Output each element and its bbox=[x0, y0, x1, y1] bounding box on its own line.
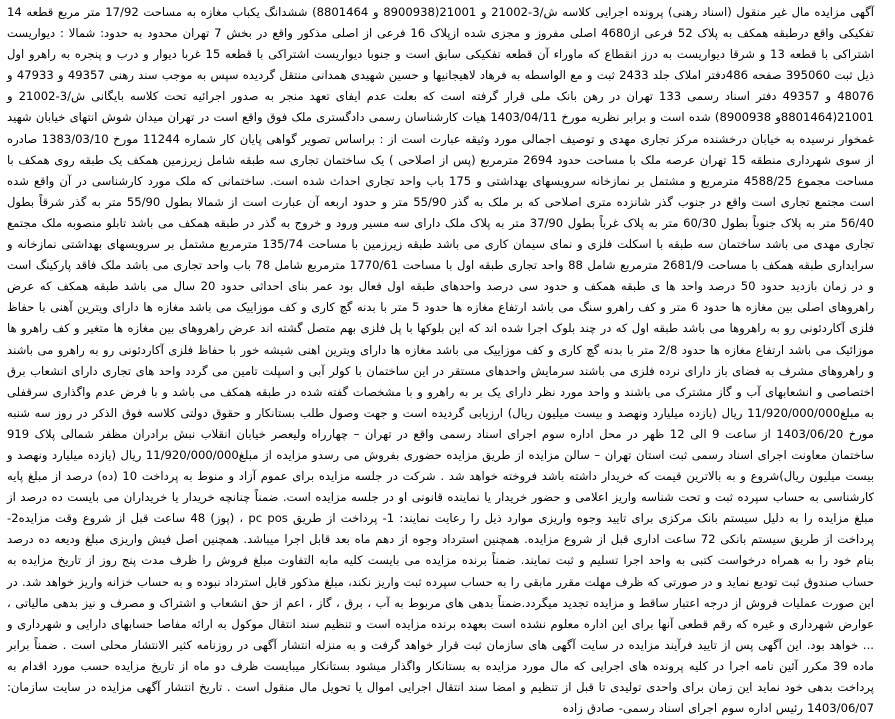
auction-notice-body: آگهی مزایده مال غیر منقول (اسناد رهنی) پرونده اجرایی کلاسه ش/3-21002 و 21001(8900938 و 8801464) ششدانگ یکباب مغازه به مساحت 17/92 متر مربع قطعه 14 تفکیکی واقع درطبقه همکف به پلاک 52 فرعی از4680 اصلی مفروز و مجزی شده ازپلاک 16 فرعی از اصلی مذکور واقع در بخش 7 تهران محدود به حدود: شمالا : دیواریست اشتراکی با قطعه 13 و شرقا دیواریست به درز انقطاع که ماوراء آن قطعه تفکیکی سابق است و جنوبا دیواریست اشتراکی با قطعه 15 غربا دیوار و درب و پنجره به راهرو اول ذیل ثبت 395060 صفحه 486دفتر املاک جلد 2433 ثبت و مع الواسطه به فرهاد لاهیجانیها و حسین شهیدی همدانی منتقل گردیده سپس به موجب سند رهنی 49357 و 47933 و 48076 و 49357 دفتر اسناد رسمی 133 تهران در رهن بانک ملی قرار گرفته است که بعلت عدم ایفای تعهد منجر به صدور اجرائیه تحت کلاسه بایگانی ش/3-21002 و 21001(8801464و 8900938) شده است و برابر نظریه مورخ 1403/04/11 هیات کارشناسان رسمی دادگستری ملک فوق واقع است در تهران میدان شوش انتهای خیابان شهید غمخوار نرسیده به خیابان درخشنده مرکز تجاری مهدی و توصیف اجمالی مورد وثیقه عبارت است از : براساس تصویر گواهی پایان کار شماره 11244 مورخ 1383/03/10 صادره از سوی شهرداری منطقه 15 تهران عرصه ملک با مساحت حدود 2694 مترمربع (پس از اصلاحی ) یک ساختمان تجاری سه طبقه شامل زیرزمین همکف یک طبقه روی همکف با مساحت مجموع 4588/25 مترمربع و مشتمل بر نمازخانه سرویسهای بهداشتی و 175 باب واحد تجاری احداث شده است. ساختمانی که ملک مورد کارشناسی در آن واقع شده است مجتمع تجاری است واقع در جنوب گذر شانزده متری اصلاحی که بر ملک به گذر 55/90 متر و حدود اربعه آن عبارت است از شمالا بطول 55/90 متر به گذر شرقاً بطول 56/40 متر به پلاک جنوباً بطول 60/30 متر به پلاک غرباً بطول 37/90 متر به پلاک ملک دارای سه مسیر ورود و خروج به گذر در طبقه همکف می باشد تابلو منصوبه ملک مجتمع تجاری مهدی می باشد ساختمان سه طبقه با اسکلت فلزی و نمای سیمان کاری می باشد طبقه زیرزمین با مساحت 135/74 مترمربع مشتمل بر سرویسهای بهداشتی نمازخانه و سرایداری طبقه همکف با مساحت 2681/9 مترمربع شامل 88 واحد تجاری طبقه اول با مساحت 1770/61 مترمربع شامل 78 باب واحد تجاری می باشد ملک فاقد پارکینگ است و در زمان بازدید حدود 50 درصد واحد ها ی طبقه همکف و حدود سی درصد واحدهای طبقه اول فعال بود عمر بنای احداثی حدود 20 سال می باشد طبقه همکف که عرض راهروهای اصلی بین مغازه ها حدود 6 متر و کف راهرو سنگ می باشد ارتفاع مغازه ها حدود 5 متر با بدنه گچ کاری و کف موزاییک می باشد مغازه ها دارای ویترین آهنی با حفاظ فلزی آکاردئونی رو به راهروها می باشد طبقه اول که در چند بلوک اجرا شده اند که این بلوکها با پل فلزی بهم متصل گشته اند عرض راهروهای بین مغازه ها متغیر و کف راهرو ها موزائیک می باشد ارتفاع مغازه ها حدود 2/8 متر با بدنه گچ کاری و کف موزاییک می باشد مغازه ها دارای ویترین اهنی شیشه خور با حفاظ فلزی آکاردئونی رو به راهرو می باشند و راهروهای مشرف به فضای باز دارای نرده فلزی می باشند سرمایش واحدهای مستقر در این ساختمان با کولر آبی و اسپلت تامین می گردد واحد های تجاری دارای انشعاب برق اختصاصی و انشعابهای آب و گاز مشترک می باشند و واحد مورد نظر دارای یک بر به راهرو و با مشخصات گفته شده در طبقه همکف می باشد و با فرض عدم واگذاری سرقفلی به مبلغ11/920/000/000 ریال (یازده میلیارد ونهصد و بیست میلیون ریال) ارزیابی گردیده است و جهت وصول طلب بستانکار و حقوق دولتی کلاسه فوق الذکر در روز سه شنبه مورخ 1403/06/20 از ساعت 9 الی 12 ظهر در محل اداره سوم اجرای اسناد رسمی واقع در تهران – چهارراه ولیعصر خیابان انقلاب نبش برادران مظفر شمالی پلاک 919 ساختمان معاونت اجرای اسناد رسمی ثبت استان تهران – سالن مزایده از طریق مزایده حضوری بفروش می رسدو مزایده از مبلغ11/920/000/000 ریال (یازده میلیارد ونهصد و بیست میلیون ریال)شروع و به بالاترین قیمت که خریدار داشته باشد فروخته خواهد شد . شرکت در جلسه مزایده برای عموم آزاد و منوط به پرداخت 10 (ده) درصد از مبلغ پایه کارشناسی به حساب سپرده ثبت و تحت شناسه واریز اعلامی و حضور خریدار یا نماینده قانونی او در جلسه مزایده است. ضمناً چنانچه خریدار یا خریداران می بایست ده درصد از مبلغ مزایده را به دلیل سیستم بانک مرکزی برای تایید وجوه واریزی موارد ذیل را رعایت نمایند: 1- پرداخت از طریق pc pos ، (پوز) 48 ساعت قبل از شروع وقت مزایده2- پرداخت از طریق سیستم بانکی 72 ساعت اداری قبل از شروع مزایده. همچنین استرداد وجوه از دهم ماه بعد قابل اجرا میباشد. همچنین اصل فیش واریزی مبلغ ودیعه ده درصد بنام خود را به همراه درخواست کتبی به واحد اجرا تسلیم و ثبت نمایند. ضمناً برنده مزایده می بایست کلیه مابه التفاوت مبلغ فروش را ظرف مدت پنج روز از تاریخ مزایده به حساب صندوق ثبت تودیع نماید و در صورتی که ظرف مهلت مقرر مابقی را به حساب سپرده ثبت واریز نکند، مبلغ مذکور قابل استرداد نبوده و به حساب خزانه واریز خواهد شد. در این صورت عملیات فروش از درجه اعتبار ساقط و مزایده تجدید میگردد.ضمناً بدهی های مربوط به آب ، برق ، گاز ، اعم از حق انشعاب و اشتراک و مصرف و نیز بدهی مالیاتی ، عوارض شهرداری و غیره که رقم قطعی آنها برای این اداره معلوم نشده است بعهده برنده مزایده است و تنظیم سند انتقال موکول به ارائه مفاصا حسابهای دارایی و شهرداری و ... خواهد بود. این آگهی پس از تایید فرآیند مزایده در سایت آگهی های سازمان ثبت قرار خواهد گرفت و به منزله انتشار آگهی در روزنامه کثیر الانتشار محلی است . ضمناً برابر ماده 39 مکرر آئین نامه اجرا در کلیه پرونده های اجرایی که مال مورد مزایده به بستانکار واگذار میشود بستانکار میبایست ظرف دو ماه از تاریخ مزایده حسب مورد اقدام به پرداخت بدهی خود نماید این زمان برای واحدی تولیدی تا قبل از تنظیم و امضا سند انتقال اجرایی اموال یا تحویل مال منقول است . تاریخ انتشار آگهی مزایده در سایت سازمان: 1403/06/07 رئیس اداره سوم اجرای اسناد رسمی- صادق زاده bbox=[7, 5, 875, 716]
